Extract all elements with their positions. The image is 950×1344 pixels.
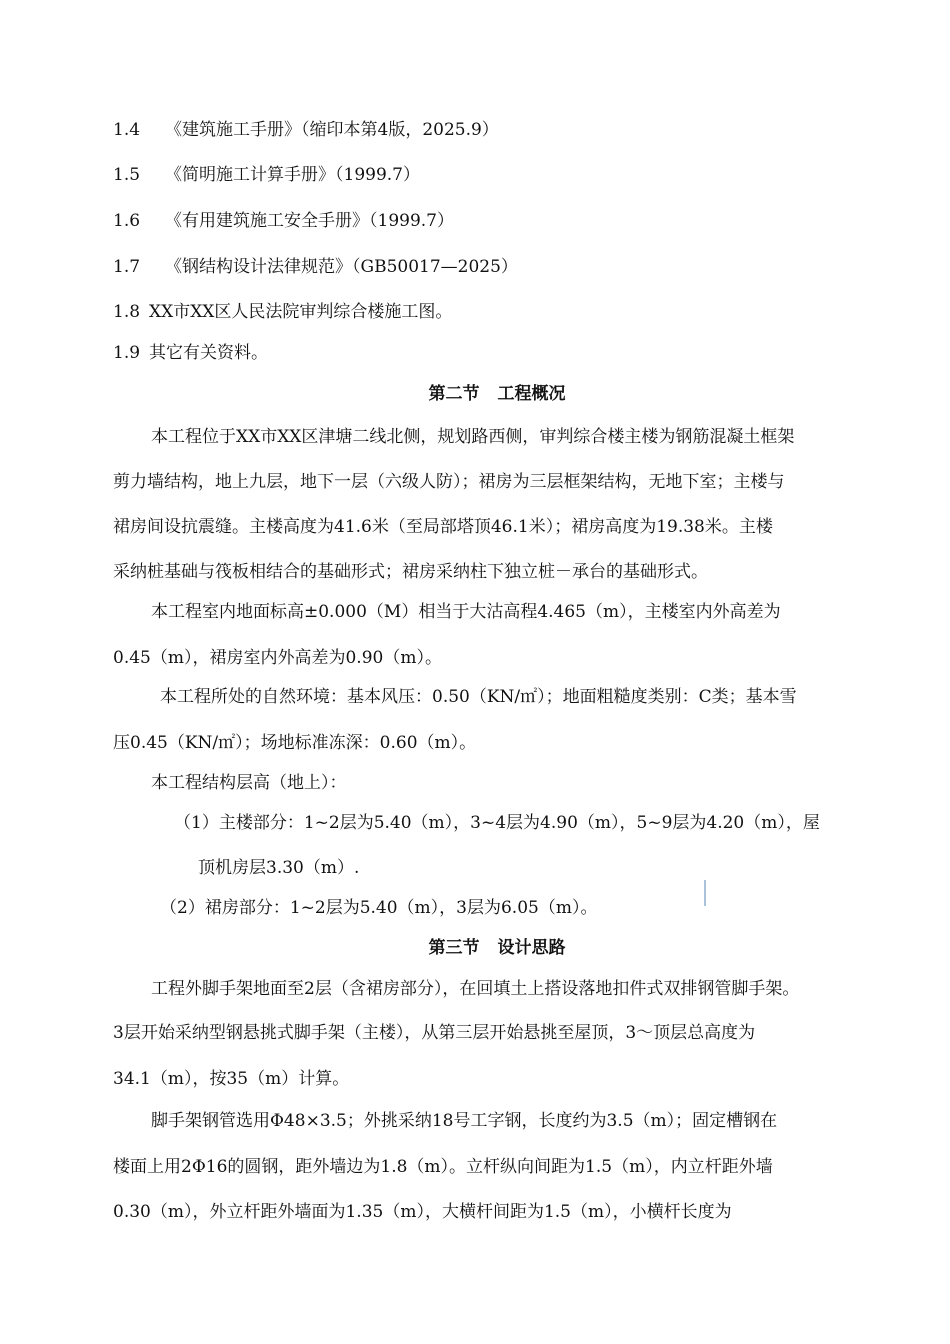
reference-text: 其它有关资料。 xyxy=(149,343,268,363)
paragraph-line: 本工程结构层高（地上）： xyxy=(151,773,347,793)
paragraph-line: 0.45（m），裙房室内外高差为0.90（m）。 xyxy=(113,648,442,668)
reference-item xyxy=(113,164,420,186)
paragraph-line: 工程外脚手架地面至2层（含裙房部分），在回填土上搭设落地扣件式双排钢管脚手架。 xyxy=(151,979,800,999)
reference-item xyxy=(113,342,268,364)
reference-number: 1.9 xyxy=(113,343,141,363)
reference-item xyxy=(113,301,452,323)
reference-number: 1.7 xyxy=(113,257,141,277)
list-item: （1）主楼部分：1~2层为5.40（m），3~4层为4.90（m），5~9层为4.20（m），屋 xyxy=(174,813,820,833)
section-number: 第二节 xyxy=(428,384,480,404)
section-title: 工程概况 xyxy=(497,384,566,404)
reference-item xyxy=(113,256,518,278)
paragraph-line: 采纳桩基础与筏板相结合的基础形式；裙房采纳柱下独立桩－承台的基础形式。 xyxy=(113,562,708,582)
paragraph-line: 3层开始采纳型钢悬挑式脚手架（主楼），从第三层开始悬挑至屋顶，3～顶层总高度为 xyxy=(113,1023,756,1043)
paragraph-line: 本工程所处的自然环境：基本风压：0.50（KN/㎡）；地面粗糙度类别：C类；基本雪 xyxy=(160,687,797,707)
reference-text: 《建筑施工手册》（缩印本第4版，2025.9） xyxy=(165,120,499,140)
paragraph-line: 压0.45（KN/㎡）；场地标准冻深：0.60（m）。 xyxy=(113,733,477,753)
reference-number: 1.6 xyxy=(113,211,141,231)
paragraph-line: 本工程室内地面标高±0.000（M）相当于大沽高程4.465（m），主楼室内外高差为 xyxy=(151,602,781,622)
reference-text: XX市XX区人民法院审判综合楼施工图。 xyxy=(149,302,453,322)
paragraph-line: 本工程位于XX市XX区津塘二线北侧，规划路西侧，审判综合楼主楼为钢筋混凝土框架 xyxy=(151,427,795,447)
reference-number: 1.8 xyxy=(113,302,141,322)
section-title: 设计思路 xyxy=(497,938,566,958)
paragraph-line: 裙房间设抗震缝。主楼高度为41.6米（至局部塔顶46.1米）；裙房高度为19.38米。主楼 xyxy=(113,517,773,537)
reference-text: 《简明施工计算手册》（1999.7） xyxy=(165,165,420,185)
paragraph-line: 剪力墙结构，地上九层，地下一层（六级人防）；裙房为三层框架结构，无地下室；主楼与 xyxy=(113,472,785,492)
reference-text: 《有用建筑施工安全手册》（1999.7） xyxy=(165,211,454,231)
list-item: （2）裙房部分：1~2层为5.40（m），3层为6.05（m）。 xyxy=(160,898,598,918)
paragraph-line: 34.1（m），按35（m）计算。 xyxy=(113,1069,350,1089)
paragraph-line: 楼面上用2Φ16的圆钢，距外墙边为1.8（m）。立杆纵向间距为1.5（m），内立杆距外墙 xyxy=(113,1157,773,1177)
reference-number: 1.5 xyxy=(113,165,141,185)
list-item-continuation: 顶机房层3.30（m）. xyxy=(198,858,360,878)
section-number: 第三节 xyxy=(428,938,480,958)
reference-number: 1.4 xyxy=(113,120,141,140)
reference-text: 《钢结构设计法律规范》（GB50017—2025） xyxy=(165,257,518,277)
paragraph-line: 0.30（m），外立杆距外墙面为1.35（m），大横杆间距为1.5（m），小横杆长度为 xyxy=(113,1202,732,1222)
paragraph-line: 脚手架钢管选用Φ48×3.5；外挑采纳18号工字钢，长度约为3.5（m）；固定槽钢在 xyxy=(151,1111,778,1131)
reference-item xyxy=(113,210,454,232)
text-cursor-mark xyxy=(704,880,706,906)
section-heading xyxy=(0,937,950,959)
reference-item xyxy=(113,119,499,141)
section-heading xyxy=(0,383,950,405)
